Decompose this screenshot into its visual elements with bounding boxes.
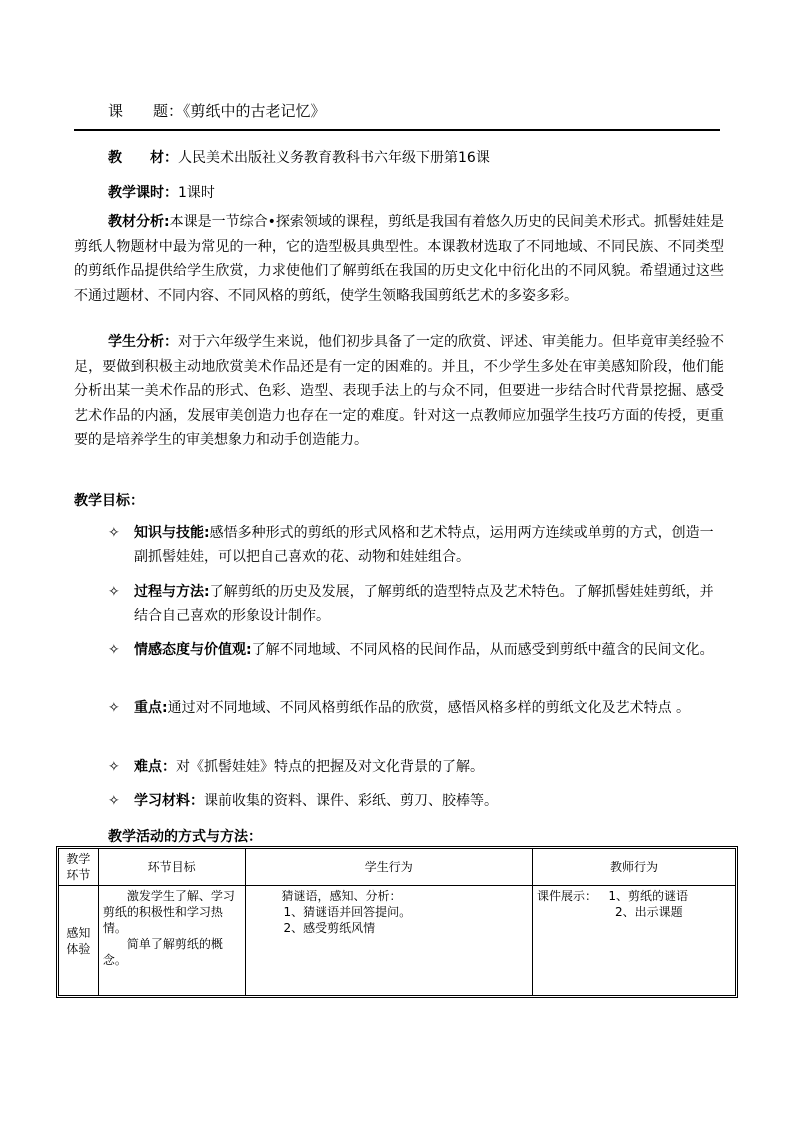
student-cell-line: 2、感受剪纸风情 bbox=[283, 921, 376, 935]
student-cell-line: 1、猜谜语并回答提问。 bbox=[283, 905, 412, 919]
goal-label: 知识与技能: bbox=[134, 525, 210, 541]
goal-text: 了解不同地域、不同风格的民间作品，从而感受到剪纸中蕴含的民间文化。 bbox=[251, 642, 714, 658]
diamond-bullet-icon: ✧ bbox=[108, 759, 120, 775]
goal-item bbox=[108, 696, 724, 720]
textbook-line bbox=[108, 147, 490, 167]
hours-label: 教学课时： bbox=[108, 185, 178, 201]
teacher-cell-line: 2、出示课题 bbox=[614, 905, 683, 919]
goal-text: 通过对不同地域、不同风格剪纸作品的欣赏，感悟风格多样的剪纸文化及艺术特点 。 bbox=[167, 700, 691, 716]
goal-label: 学习材料： bbox=[134, 793, 204, 809]
diamond-bullet-icon: ✧ bbox=[108, 700, 120, 716]
diamond-bullet-icon: ✧ bbox=[108, 584, 120, 600]
teacher-cell bbox=[532, 886, 735, 996]
hours-value: 1课时 bbox=[178, 185, 215, 201]
student-analysis-label: 学生分析： bbox=[108, 334, 178, 350]
material-analysis-text: 本课是一节综合•探索领域的课程，剪纸是我国有着悠久历史的民间美术形式。抓髻娃娃是剪纸人物题材中最为常见的一种，它的造型极具典型性。本课教材选取了不同地域、不同民族、不同类型的剪纸作品提供给学生欣赏，力求使他们了解剪纸在我国的历史文化中衍化出的不同风貌。希望通过这些不通过题材、不同内容、不同风格的剪纸，使学生领略我国剪纸艺术的多姿多彩。 bbox=[74, 214, 724, 304]
goal-text: 对《抓髻娃娃》特点的把握及对文化背景的了解。 bbox=[176, 759, 484, 775]
goal-cell-line: 简单了解剪纸的概念。 bbox=[102, 937, 223, 967]
hours-line bbox=[108, 182, 215, 202]
goal-label: 难点： bbox=[134, 759, 176, 775]
student-analysis-text: 对于六年级学生来说，他们初步具备了一定的欣赏、评述、审美能力。但毕竟审美经验不足，要做到积极主动地欣赏美术作品还是有一定的困难的。并且，不少学生多处在审美感知阶段，他们能分析出某一美术作品的形式、色彩、造型、表现手法上的与众不同，但要进一步结合时代背景挖掘、感受艺术作品的内涵，发展审美创造力也存在一定的难度。针对这一点教师应加强学生技巧方面的传授，更重要的是培养学生的审美想象力和动手创造能力。 bbox=[74, 334, 724, 449]
student-cell bbox=[245, 886, 532, 996]
goal-item bbox=[108, 755, 724, 779]
header-stage: 教学环节 bbox=[59, 849, 99, 886]
goal-item bbox=[108, 521, 724, 569]
goal-text: 课前收集的资料、课件、彩纸、剪刀、胶棒等。 bbox=[204, 793, 498, 809]
diamond-bullet-icon: ✧ bbox=[108, 525, 120, 541]
goal-label: 情感态度与价值观: bbox=[134, 642, 252, 658]
header-student: 学生行为 bbox=[245, 849, 532, 886]
goal-text: 感悟多种形式的剪纸的形式风格和艺术特点，运用两方连续或单剪的方式，创造一副抓髻娃娃，可以把自己喜欢的花、动物和娃娃组合。 bbox=[134, 525, 714, 565]
diamond-bullet-icon: ✧ bbox=[108, 793, 120, 809]
diamond-bullet-icon: ✧ bbox=[108, 642, 120, 658]
table-header-row bbox=[59, 849, 736, 886]
lesson-title: 《剪纸中的古老记忆》 bbox=[183, 102, 326, 120]
lesson-title-line bbox=[108, 100, 326, 121]
title-divider bbox=[74, 129, 720, 131]
student-cell-line: 猜谜语，感知、分析： bbox=[281, 889, 402, 903]
goal-cell-line: 激发学生了解、学习剪纸的积极性和学习热情。 bbox=[102, 889, 235, 935]
material-analysis bbox=[74, 210, 724, 308]
teacher-cell-line bbox=[537, 888, 731, 904]
material-analysis-label: 教材分析: bbox=[108, 214, 170, 230]
header-teacher: 教师行为 bbox=[532, 849, 735, 886]
goal-label: 重点: bbox=[134, 700, 168, 716]
textbook-value: 人民美术出版社义务教育教科书六年级下册第16课 bbox=[178, 150, 490, 166]
goal-item bbox=[108, 789, 724, 813]
goal-label: 过程与方法: bbox=[134, 584, 210, 600]
student-analysis bbox=[74, 330, 724, 453]
goal-item bbox=[108, 638, 724, 662]
title-label: 课 题： bbox=[108, 102, 184, 120]
header-goal: 环节目标 bbox=[98, 849, 245, 886]
activities-heading: 教学活动的方式与方法： bbox=[108, 829, 262, 845]
goal-cell bbox=[98, 886, 245, 996]
activities-table bbox=[58, 848, 736, 996]
goal-text: 了解剪纸的历史及发展，了解剪纸的造型特点及艺术特色。了解抓髻娃娃剪纸，并结合自己喜欢的形象设计制作。 bbox=[134, 584, 714, 624]
textbook-label: 教 材： bbox=[108, 150, 178, 166]
teacher-label: 课件展示： bbox=[536, 889, 597, 903]
goals-heading: 教学目标： bbox=[74, 493, 144, 509]
goal-item bbox=[108, 580, 724, 628]
table-row bbox=[59, 886, 736, 996]
stage-cell: 感知体验 bbox=[59, 886, 99, 996]
teacher-item: 1、剪纸的谜语 bbox=[608, 889, 689, 903]
